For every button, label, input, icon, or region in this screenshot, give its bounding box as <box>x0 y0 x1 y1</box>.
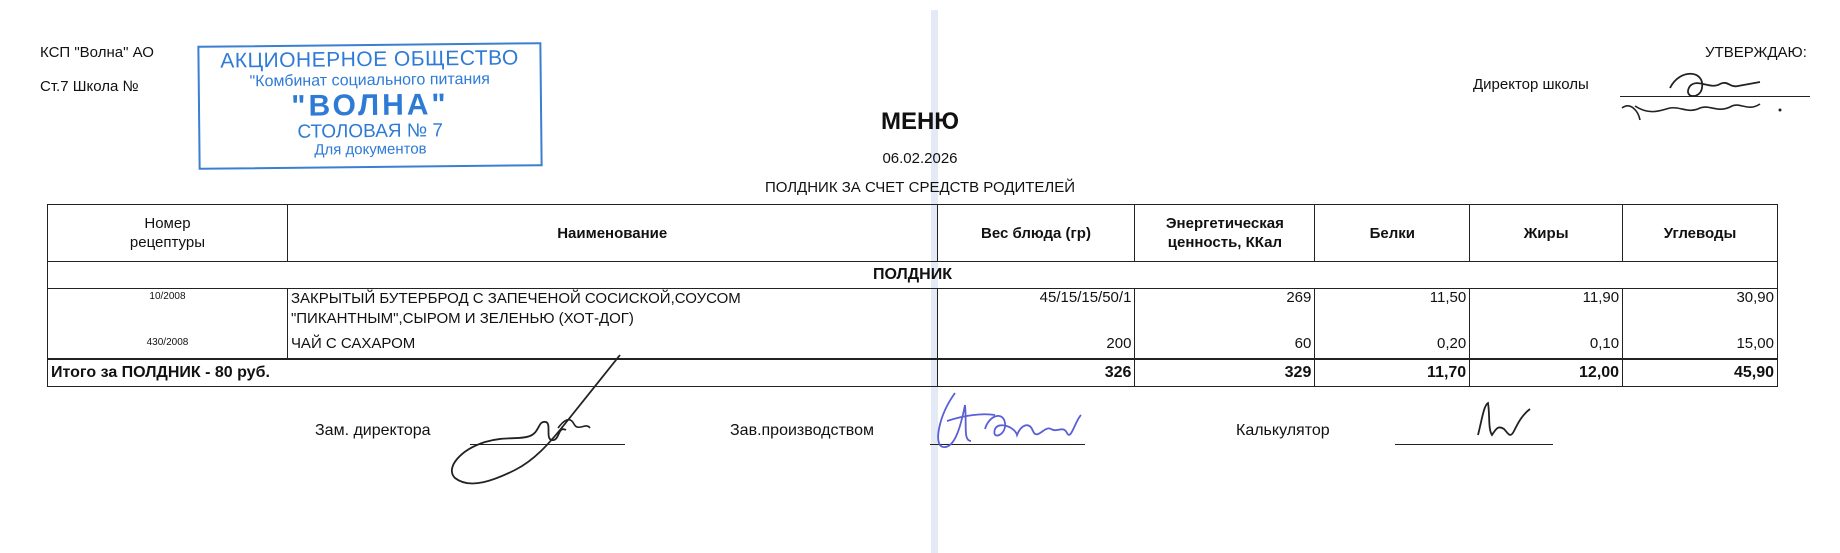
document-subtitle: ПОЛДНИК ЗА СЧЕТ СРЕДСТВ РОДИТЕЛЕЙ <box>764 179 1076 196</box>
row-recipe: 10/2008 <box>48 289 288 335</box>
total-label: Итого за ПОЛДНИК - 80 руб. <box>48 359 938 387</box>
stamp-line-company: "Комбинат социального питания <box>249 70 491 91</box>
menu-table <box>47 204 1778 387</box>
column-header-name: Наименование <box>287 205 937 262</box>
total-row <box>48 359 1778 387</box>
column-header-weight: Вес блюда (гр) <box>937 205 1135 262</box>
document-date: 06.02.2026 <box>882 150 958 167</box>
row-protein: 11,50 <box>1315 289 1470 335</box>
column-header-energy: Энергетическая ценность, ККал <box>1135 205 1315 262</box>
org-unit: Ст.7 Школа № <box>40 78 139 95</box>
row-carbs: 15,00 <box>1623 335 1778 359</box>
signature-label-calculator: Калькулятор <box>1236 422 1330 439</box>
table-row <box>48 335 1778 359</box>
section-row <box>48 262 1778 289</box>
deputy-signature <box>440 350 640 500</box>
section-title: ПОЛДНИК <box>48 262 1778 289</box>
production-signature <box>925 385 1115 460</box>
total-carbs: 45,90 <box>1623 359 1778 387</box>
total-energy: 329 <box>1135 359 1315 387</box>
calculator-signature <box>1470 395 1560 450</box>
total-fat: 12,00 <box>1470 359 1623 387</box>
column-header-fat: Жиры <box>1470 205 1623 262</box>
total-protein: 11,70 <box>1315 359 1470 387</box>
org-name: КСП "Волна" АО <box>40 44 154 61</box>
column-header-protein: Белки <box>1315 205 1470 262</box>
row-energy: 60 <box>1135 335 1315 359</box>
row-recipe: 430/2008 <box>48 335 288 359</box>
row-name: ЗАКРЫТЫЙ БУТЕРБРОД С ЗАПЕЧЕНОЙ СОСИСКОЙ,СОУСОМ "ПИКАНТНЫМ",СЫРОМ И ЗЕЛЕНЬЮ (ХОТ-ДОГ) <box>287 289 937 335</box>
table-row <box>48 289 1778 335</box>
row-energy: 269 <box>1135 289 1315 335</box>
row-protein: 0,20 <box>1315 335 1470 359</box>
page-title: МЕНЮ <box>880 108 960 135</box>
stamp-line-company-type: АКЦИОНЕРНОЕ ОБЩЕСТВО <box>220 46 519 73</box>
stamp-line-brand: "ВОЛНА" <box>291 88 449 123</box>
row-carbs: 30,90 <box>1623 289 1778 335</box>
row-fat: 0,10 <box>1470 335 1623 359</box>
row-weight: 200 <box>937 335 1135 359</box>
row-weight: 45/15/15/50/1 <box>937 289 1135 335</box>
stamp-line-purpose: Для документов <box>314 140 427 159</box>
stamp-line-canteen: СТОЛОВАЯ № 7 <box>297 120 444 143</box>
approval-label: УТВЕРЖДАЮ: <box>1705 44 1807 61</box>
table-header-row <box>48 205 1778 262</box>
row-fat: 11,90 <box>1470 289 1623 335</box>
column-header-carbs: Углеводы <box>1623 205 1778 262</box>
row-name: ЧАЙ С САХАРОМ <box>287 335 937 359</box>
total-weight: 326 <box>937 359 1135 387</box>
signature-label-production: Зав.производством <box>730 422 874 439</box>
approval-position: Директор школы <box>1473 76 1589 93</box>
signature-label-deputy: Зам. директора <box>315 422 431 439</box>
column-header-recipe: Номер рецептуры <box>48 205 288 262</box>
